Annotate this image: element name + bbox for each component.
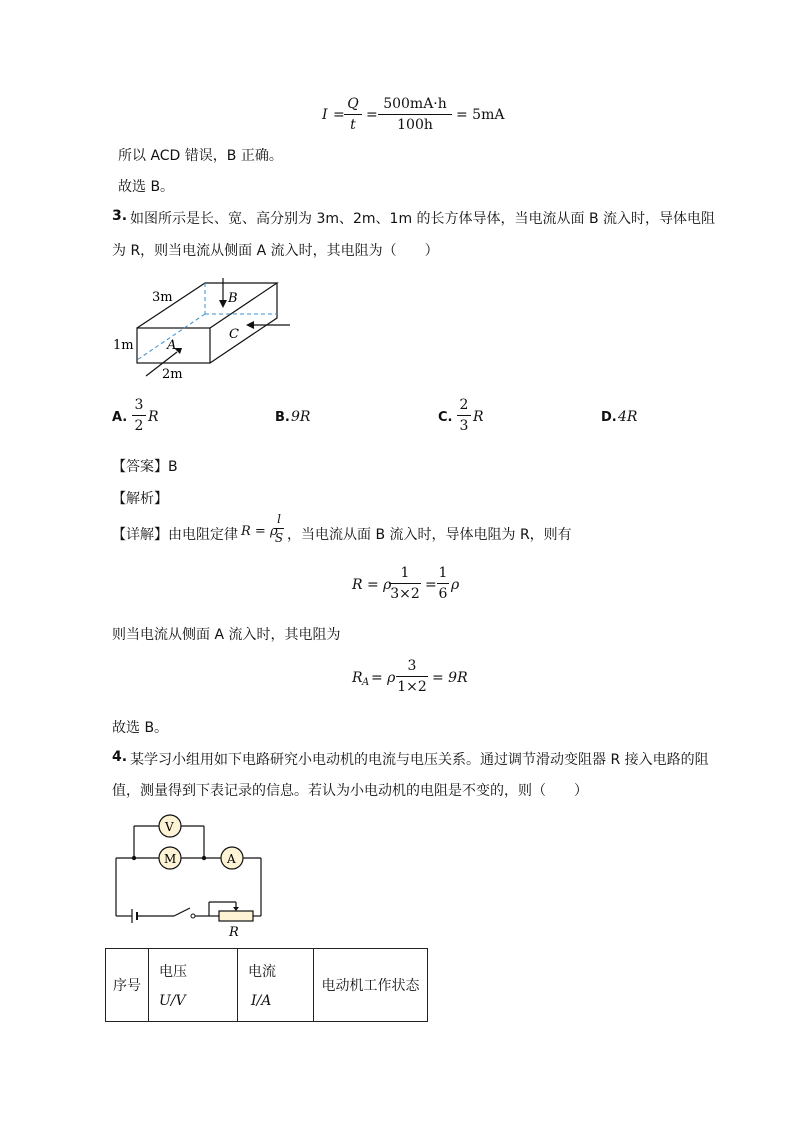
eq-denominator: t	[350, 117, 356, 133]
header-status-text: 电动机工作状态	[321, 978, 420, 994]
record-table	[105, 948, 428, 1022]
eq-ra-rhs: = 9R	[432, 670, 468, 686]
question-3-number: 3.	[112, 208, 128, 224]
eq-equals-2: =	[366, 107, 378, 123]
question-4-number: 4.	[112, 749, 128, 765]
option-a-fraction	[132, 397, 146, 434]
eq-r-den: 3×2	[390, 586, 420, 602]
header-voltage-title: 电压	[159, 964, 187, 980]
eq-r-num2: 1	[438, 565, 448, 581]
law-fraction	[274, 512, 284, 545]
detail-suffix: ，当电流从面 B 流入时，导体电阻为 R，则有	[287, 527, 572, 543]
choose-b-final: 故选 B。	[112, 720, 169, 736]
question-4-line1: 某学习小组用如下电路研究小电动机的电流与电压关系。通过调节滑动变阻器 R 接入电路的阻	[130, 752, 709, 768]
option-c-r: R	[473, 409, 484, 425]
eq-r-lhs: R = ρ	[352, 577, 392, 593]
eq-r-den2: 6	[438, 586, 448, 602]
choose-b-line: 故选 B。	[118, 179, 175, 195]
header-voltage	[149, 949, 238, 1022]
eq-ra-rho: = ρ	[371, 670, 396, 686]
height-label: 1m	[113, 338, 134, 353]
eq-ra-sub: A	[362, 677, 370, 688]
option-c-num: 2	[459, 397, 469, 413]
option-a-letter: A.	[112, 410, 128, 425]
face-a-label: A	[167, 338, 177, 353]
eq-r-mid: =	[425, 577, 437, 593]
cuboid-figure	[110, 278, 310, 388]
eq-ra-fraction	[396, 658, 428, 695]
option-b-letter: B.	[275, 410, 290, 425]
header-current-title: 电流	[248, 964, 276, 980]
circuit-diagram	[108, 812, 278, 940]
eq-ra-den: 1×2	[397, 679, 427, 695]
header-index-text: 序号	[113, 978, 141, 994]
eq-result: = 5mA	[456, 107, 505, 123]
analysis-label: 【解析】	[112, 491, 168, 507]
face-c-label: C	[229, 327, 239, 342]
eq-equals: =	[333, 107, 345, 123]
question-3-line2: 为 R，则当电流从侧面 A 流入时，其电阻为（ ）	[112, 243, 439, 259]
law-lhs: R = ρ	[241, 524, 278, 539]
eq-r-fraction-2	[437, 565, 449, 602]
option-a-den: 2	[134, 418, 144, 434]
law-den: S	[274, 531, 284, 545]
question-3-line1: 如图所示是长、宽、高分别为 3m、2m、1m 的长方体导体，当电流从面 B 流入时，导体电阻	[130, 211, 716, 227]
header-index	[106, 949, 149, 1022]
eq-r-tail: ρ	[451, 577, 460, 593]
header-current-unit: I/A	[251, 993, 272, 1009]
option-d-letter: D.	[601, 410, 617, 425]
option-a-r: R	[148, 409, 159, 425]
header-current	[238, 949, 314, 1022]
eq-denominator-2: 100h	[397, 117, 433, 133]
option-c-den: 3	[459, 418, 469, 434]
then-text: 则当电流从侧面 A 流入时，其电阻为	[112, 627, 341, 643]
eq-r-num: 1	[400, 565, 410, 581]
eq-numerator-2: 500mA·h	[383, 96, 447, 112]
question-4-line2: 值，测量得到下表记录的信息。若认为小电动机的电阻是不变的，则（ ）	[112, 783, 588, 799]
face-b-label: B	[228, 291, 238, 306]
option-b-text: 9R	[291, 409, 311, 425]
length-label: 3m	[152, 290, 173, 305]
eq-ra-num: 3	[407, 658, 417, 674]
header-status	[314, 949, 428, 1022]
law-num: l	[277, 512, 281, 526]
eq-lhs: I	[322, 107, 328, 123]
voltmeter-label: V	[165, 820, 174, 834]
header-voltage-unit: U/V	[159, 993, 186, 1009]
conclusion-line: 所以 ACD 错误，B 正确。	[118, 148, 283, 164]
eq-fraction-charge	[378, 96, 452, 133]
eq-fraction-q-t	[344, 96, 362, 133]
rheostat-label: R	[229, 925, 239, 940]
motor-label: M	[164, 852, 177, 866]
width-label: 2m	[162, 367, 183, 382]
eq-ra-lhs: R	[352, 670, 363, 686]
option-d-text: 4R	[618, 409, 638, 425]
detail-prefix: 【详解】由电阻定律	[112, 527, 238, 543]
option-c-fraction	[457, 397, 471, 434]
option-c-letter: C.	[438, 410, 453, 425]
eq-numerator: Q	[347, 96, 359, 112]
answer-label: 【答案】B	[112, 459, 178, 475]
table-header-row	[106, 949, 428, 1022]
eq-r-fraction	[389, 565, 421, 602]
option-a-num: 3	[134, 397, 144, 413]
ammeter-label: A	[227, 852, 236, 866]
